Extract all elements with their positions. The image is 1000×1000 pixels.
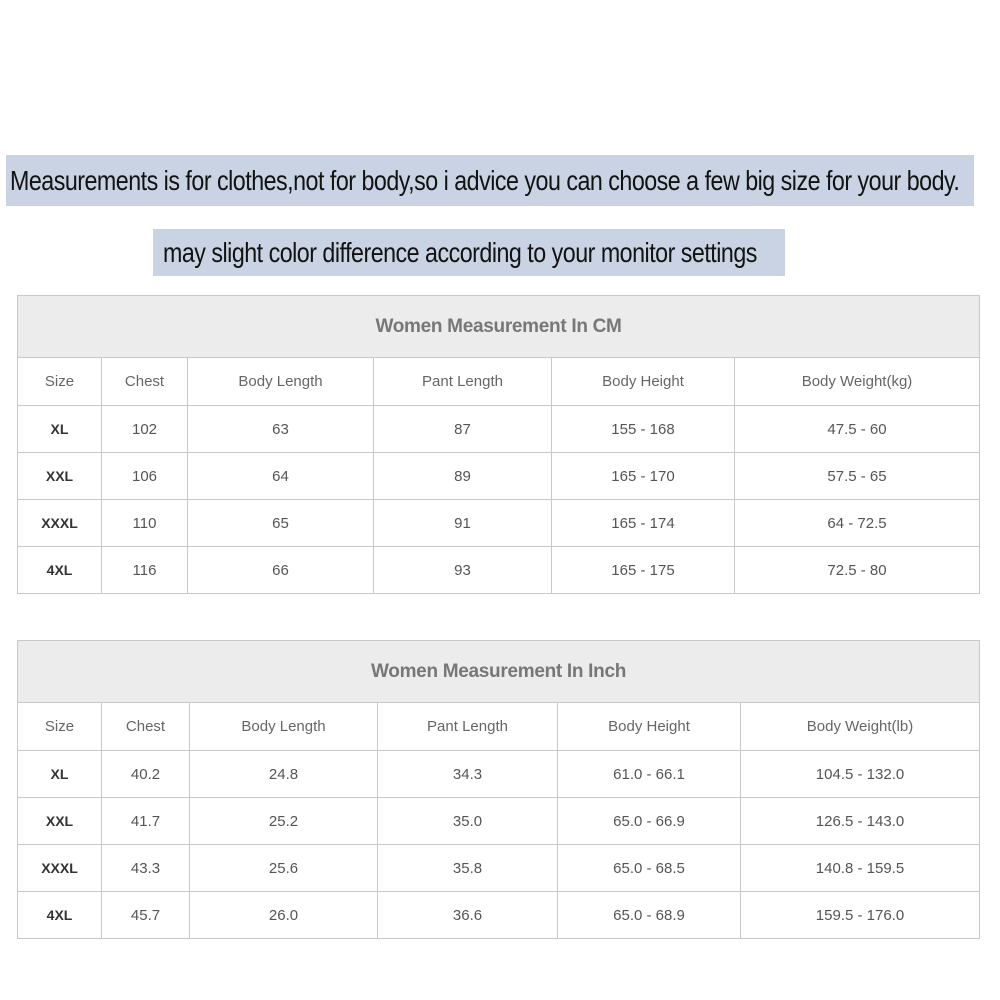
column-header-body-weight: Body Weight(lb) (741, 703, 980, 751)
table-title-cm: Women Measurement In CM (18, 296, 980, 358)
column-header-body-length: Body Length (188, 358, 374, 406)
size-cell: XXXL (18, 500, 102, 547)
body-height-cell: 165 - 174 (552, 500, 735, 547)
table-title-inch: Women Measurement In Inch (18, 641, 980, 703)
size-cell: XL (18, 406, 102, 453)
notice-text-color: may slight color difference according to your monitor settings (163, 236, 757, 268)
pant-length-cell: 34.3 (378, 751, 558, 798)
column-header-body-height: Body Height (558, 703, 741, 751)
pant-length-cell: 36.6 (378, 892, 558, 939)
notice-text-measurements: Measurements is for clothes,not for body,so i advice you can choose a few big size for your body. (10, 164, 960, 196)
table-row (18, 751, 980, 798)
pant-length-cell: 91 (374, 500, 552, 547)
body-weight-cell: 57.5 - 65 (735, 453, 980, 500)
body-height-cell: 165 - 170 (552, 453, 735, 500)
table-row (18, 845, 980, 892)
size-cell: XXL (18, 798, 102, 845)
column-header-chest: Chest (102, 358, 188, 406)
body-height-cell: 155 - 168 (552, 406, 735, 453)
pant-length-cell: 87 (374, 406, 552, 453)
column-header-body-length: Body Length (190, 703, 378, 751)
body-weight-cell: 140.8 - 159.5 (741, 845, 980, 892)
column-header-chest: Chest (102, 703, 190, 751)
body-length-cell: 25.2 (190, 798, 378, 845)
body-weight-cell: 72.5 - 80 (735, 547, 980, 594)
column-header-body-height: Body Height (552, 358, 735, 406)
body-height-cell: 65.0 - 68.5 (558, 845, 741, 892)
body-weight-cell: 64 - 72.5 (735, 500, 980, 547)
chest-cell: 110 (102, 500, 188, 547)
body-weight-cell: 159.5 - 176.0 (741, 892, 980, 939)
body-weight-cell: 126.5 - 143.0 (741, 798, 980, 845)
table-row (18, 892, 980, 939)
size-cell: XL (18, 751, 102, 798)
column-header-size: Size (18, 358, 102, 406)
table-row (18, 500, 980, 547)
body-length-cell: 25.6 (190, 845, 378, 892)
size-table-inch (17, 640, 980, 939)
body-height-cell: 65.0 - 68.9 (558, 892, 741, 939)
chest-cell: 116 (102, 547, 188, 594)
column-header-pant-length: Pant Length (378, 703, 558, 751)
size-cell: XXL (18, 453, 102, 500)
body-weight-cell: 104.5 - 132.0 (741, 751, 980, 798)
notice-banner-color (153, 229, 785, 276)
body-weight-cell: 47.5 - 60 (735, 406, 980, 453)
pant-length-cell: 35.8 (378, 845, 558, 892)
body-length-cell: 24.8 (190, 751, 378, 798)
body-length-cell: 66 (188, 547, 374, 594)
chest-cell: 106 (102, 453, 188, 500)
body-height-cell: 65.0 - 66.9 (558, 798, 741, 845)
body-length-cell: 64 (188, 453, 374, 500)
chest-cell: 41.7 (102, 798, 190, 845)
body-height-cell: 61.0 - 66.1 (558, 751, 741, 798)
chest-cell: 45.7 (102, 892, 190, 939)
body-length-cell: 63 (188, 406, 374, 453)
size-table-cm (17, 295, 980, 594)
table-row (18, 453, 980, 500)
chest-cell: 43.3 (102, 845, 190, 892)
notice-banner-measurements (6, 155, 974, 206)
pant-length-cell: 89 (374, 453, 552, 500)
size-cell: XXXL (18, 845, 102, 892)
pant-length-cell: 93 (374, 547, 552, 594)
body-height-cell: 165 - 175 (552, 547, 735, 594)
size-cell: 4XL (18, 892, 102, 939)
table-row (18, 547, 980, 594)
column-header-body-weight: Body Weight(kg) (735, 358, 980, 406)
body-length-cell: 26.0 (190, 892, 378, 939)
chest-cell: 102 (102, 406, 188, 453)
column-header-pant-length: Pant Length (374, 358, 552, 406)
body-length-cell: 65 (188, 500, 374, 547)
table-row (18, 798, 980, 845)
column-header-size: Size (18, 703, 102, 751)
chest-cell: 40.2 (102, 751, 190, 798)
size-cell: 4XL (18, 547, 102, 594)
table-row (18, 406, 980, 453)
pant-length-cell: 35.0 (378, 798, 558, 845)
